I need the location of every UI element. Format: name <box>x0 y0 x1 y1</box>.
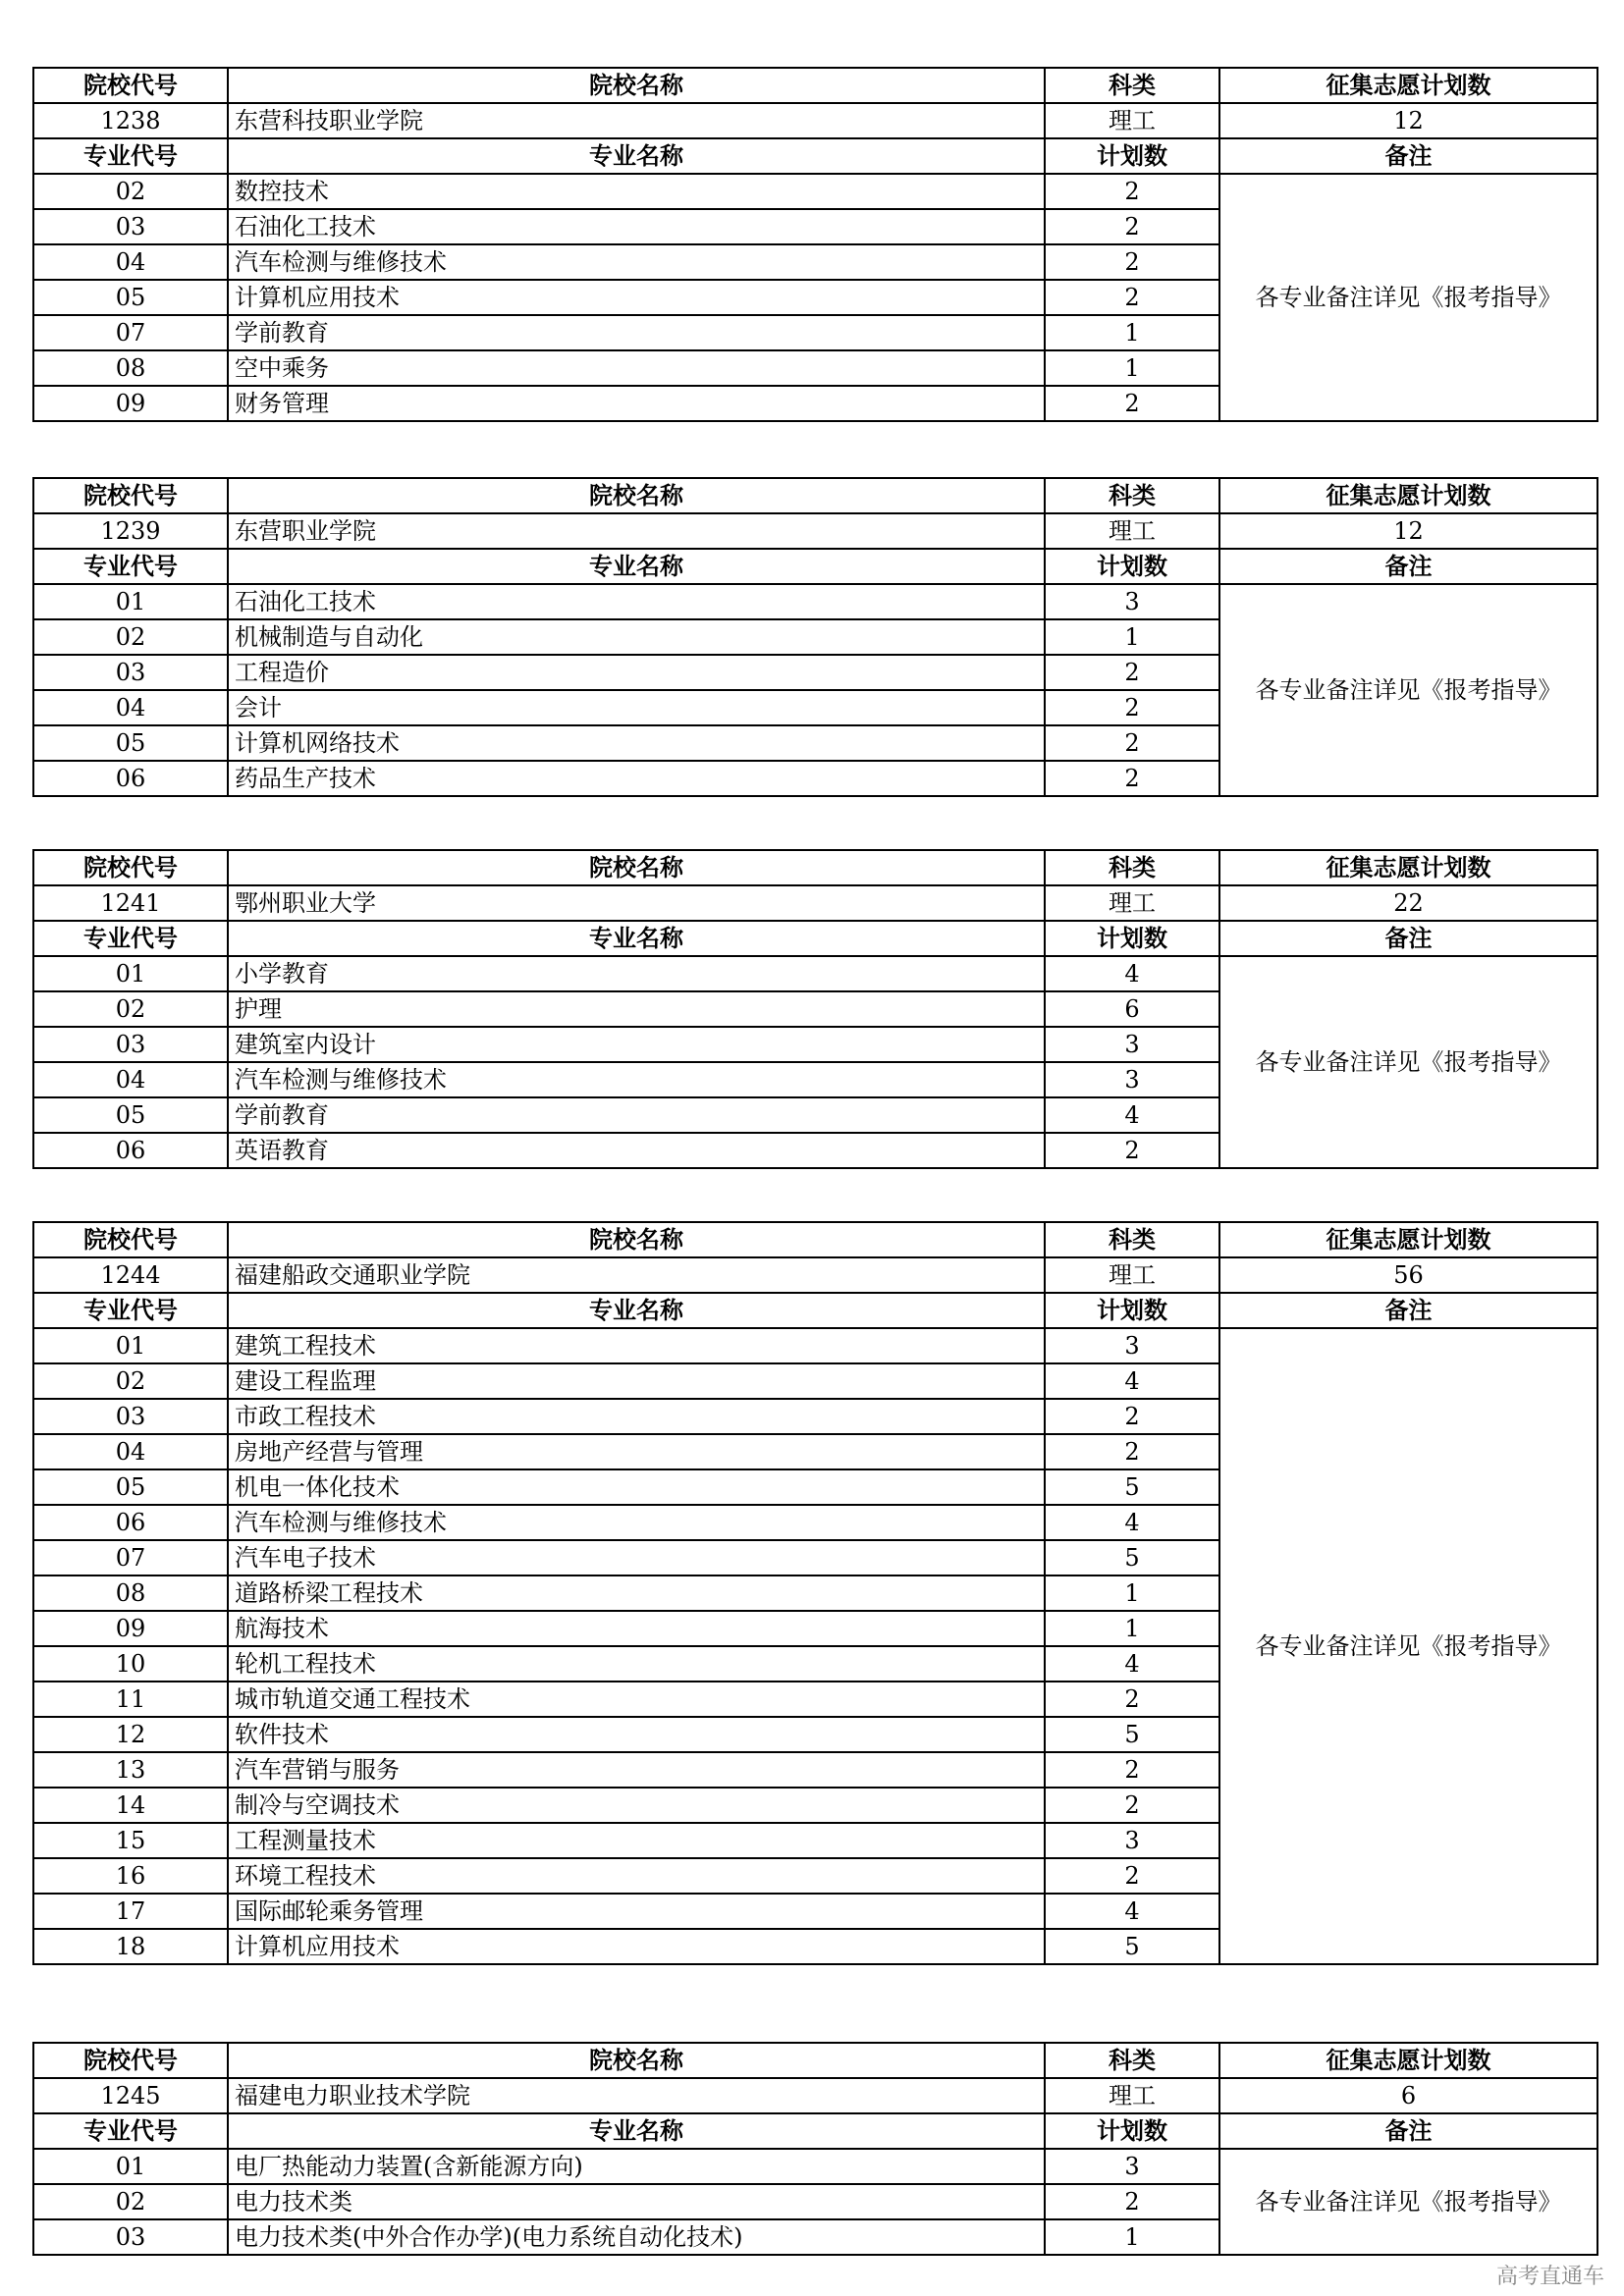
major-code: 04 <box>33 690 228 725</box>
major-name-header: 专业名称 <box>228 549 1045 584</box>
major-code: 02 <box>33 2184 228 2219</box>
school-header-row <box>33 2043 1597 2078</box>
category-header: 科类 <box>1045 68 1219 103</box>
major-code: 03 <box>33 2219 228 2255</box>
major-name: 数控技术 <box>228 174 1045 209</box>
school-name-header: 院校名称 <box>228 68 1045 103</box>
major-name: 石油化工技术 <box>228 209 1045 244</box>
major-code: 16 <box>33 1858 228 1894</box>
major-name: 工程造价 <box>228 655 1045 690</box>
major-plan: 4 <box>1045 1894 1219 1929</box>
major-plan: 2 <box>1045 655 1219 690</box>
remark-cell: 各专业备注详见《报考指导》 <box>1219 584 1597 796</box>
major-plan: 3 <box>1045 584 1219 619</box>
major-row <box>33 584 1597 619</box>
school-name: 东营职业学院 <box>228 513 1045 549</box>
major-name-header: 专业名称 <box>228 2113 1045 2149</box>
major-plan: 2 <box>1045 1858 1219 1894</box>
major-plan: 2 <box>1045 725 1219 761</box>
major-name: 建筑工程技术 <box>228 1328 1045 1363</box>
major-code-header: 专业代号 <box>33 2113 228 2149</box>
school-header-row <box>33 68 1597 103</box>
school-info-row <box>33 2078 1597 2113</box>
category: 理工 <box>1045 1257 1219 1293</box>
major-plan: 5 <box>1045 1929 1219 1964</box>
plan-total: 56 <box>1219 1257 1597 1293</box>
school-code: 1238 <box>33 103 228 138</box>
major-code: 15 <box>33 1823 228 1858</box>
major-code: 05 <box>33 725 228 761</box>
major-plan: 4 <box>1045 956 1219 991</box>
major-name: 电力技术类 <box>228 2184 1045 2219</box>
major-header-row <box>33 549 1597 584</box>
major-code: 03 <box>33 655 228 690</box>
major-plan: 2 <box>1045 1434 1219 1469</box>
major-plan: 2 <box>1045 2184 1219 2219</box>
major-plan: 4 <box>1045 1505 1219 1540</box>
major-name-header: 专业名称 <box>228 921 1045 956</box>
major-name: 汽车电子技术 <box>228 1540 1045 1575</box>
major-name: 计算机应用技术 <box>228 1929 1045 1964</box>
major-code: 09 <box>33 386 228 421</box>
major-code: 11 <box>33 1682 228 1717</box>
major-name: 制冷与空调技术 <box>228 1788 1045 1823</box>
school-code: 1244 <box>33 1257 228 1293</box>
major-plan: 2 <box>1045 280 1219 315</box>
category-header: 科类 <box>1045 478 1219 513</box>
major-header-row <box>33 921 1597 956</box>
school-code-header: 院校代号 <box>33 68 228 103</box>
major-plan: 3 <box>1045 1027 1219 1062</box>
school-name-header: 院校名称 <box>228 478 1045 513</box>
major-plan: 6 <box>1045 991 1219 1027</box>
major-plan: 2 <box>1045 761 1219 796</box>
major-code: 01 <box>33 584 228 619</box>
major-name: 汽车营销与服务 <box>228 1752 1045 1788</box>
major-code: 05 <box>33 280 228 315</box>
school-code: 1241 <box>33 885 228 921</box>
category: 理工 <box>1045 2078 1219 2113</box>
school-table <box>32 477 1598 797</box>
remark-cell: 各专业备注详见《报考指导》 <box>1219 1328 1597 1964</box>
plan-header: 计划数 <box>1045 1293 1219 1328</box>
major-name: 机械制造与自动化 <box>228 619 1045 655</box>
major-row <box>33 956 1597 991</box>
school-code: 1239 <box>33 513 228 549</box>
school-code-header: 院校代号 <box>33 1222 228 1257</box>
major-plan: 4 <box>1045 1363 1219 1399</box>
school-name: 福建电力职业技术学院 <box>228 2078 1045 2113</box>
major-code: 18 <box>33 1929 228 1964</box>
major-code: 04 <box>33 244 228 280</box>
major-code: 05 <box>33 1469 228 1505</box>
major-row <box>33 174 1597 209</box>
major-plan: 2 <box>1045 1788 1219 1823</box>
major-code: 02 <box>33 619 228 655</box>
major-name: 机电一体化技术 <box>228 1469 1045 1505</box>
major-name: 电力技术类(中外合作办学)(电力系统自动化技术) <box>228 2219 1045 2255</box>
school-code-header: 院校代号 <box>33 850 228 885</box>
plan-total-header: 征集志愿计划数 <box>1219 68 1597 103</box>
major-row <box>33 1328 1597 1363</box>
major-header-row <box>33 1293 1597 1328</box>
category: 理工 <box>1045 103 1219 138</box>
major-name: 计算机应用技术 <box>228 280 1045 315</box>
major-name: 房地产经营与管理 <box>228 1434 1045 1469</box>
school-info-row <box>33 513 1597 549</box>
major-name: 建设工程监理 <box>228 1363 1045 1399</box>
school-table <box>32 1221 1598 1965</box>
remark-cell: 各专业备注详见《报考指导》 <box>1219 956 1597 1168</box>
major-plan: 2 <box>1045 1752 1219 1788</box>
major-code: 01 <box>33 2149 228 2184</box>
major-row <box>33 2149 1597 2184</box>
remark-header: 备注 <box>1219 1293 1597 1328</box>
major-name: 学前教育 <box>228 315 1045 350</box>
school-name: 鄂州职业大学 <box>228 885 1045 921</box>
major-name: 国际邮轮乘务管理 <box>228 1894 1045 1929</box>
major-plan: 5 <box>1045 1717 1219 1752</box>
major-name: 汽车检测与维修技术 <box>228 1505 1045 1540</box>
school-info-row <box>33 1257 1597 1293</box>
category: 理工 <box>1045 885 1219 921</box>
major-code: 14 <box>33 1788 228 1823</box>
remark-cell: 各专业备注详见《报考指导》 <box>1219 2149 1597 2255</box>
major-name: 空中乘务 <box>228 350 1045 386</box>
school-code-header: 院校代号 <box>33 2043 228 2078</box>
major-code: 09 <box>33 1611 228 1646</box>
school-code: 1245 <box>33 2078 228 2113</box>
major-name: 财务管理 <box>228 386 1045 421</box>
remark-header: 备注 <box>1219 2113 1597 2149</box>
major-code: 06 <box>33 1505 228 1540</box>
major-code: 02 <box>33 174 228 209</box>
major-name-header: 专业名称 <box>228 138 1045 174</box>
remark-header: 备注 <box>1219 921 1597 956</box>
major-name: 软件技术 <box>228 1717 1045 1752</box>
major-name: 学前教育 <box>228 1097 1045 1133</box>
school-info-row <box>33 103 1597 138</box>
remark-header: 备注 <box>1219 549 1597 584</box>
major-plan: 2 <box>1045 244 1219 280</box>
major-plan: 4 <box>1045 1646 1219 1682</box>
major-code-header: 专业代号 <box>33 138 228 174</box>
major-name: 市政工程技术 <box>228 1399 1045 1434</box>
major-name: 石油化工技术 <box>228 584 1045 619</box>
major-code: 08 <box>33 350 228 386</box>
major-plan: 4 <box>1045 1097 1219 1133</box>
major-code: 01 <box>33 956 228 991</box>
remark-cell: 各专业备注详见《报考指导》 <box>1219 174 1597 421</box>
school-code-header: 院校代号 <box>33 478 228 513</box>
major-name: 护理 <box>228 991 1045 1027</box>
major-plan: 3 <box>1045 1823 1219 1858</box>
major-code: 05 <box>33 1097 228 1133</box>
major-header-row <box>33 2113 1597 2149</box>
major-code: 03 <box>33 1027 228 1062</box>
plan-total: 12 <box>1219 103 1597 138</box>
major-name: 会计 <box>228 690 1045 725</box>
major-header-row <box>33 138 1597 174</box>
major-plan: 5 <box>1045 1469 1219 1505</box>
major-code: 07 <box>33 315 228 350</box>
major-code: 02 <box>33 991 228 1027</box>
major-plan: 2 <box>1045 690 1219 725</box>
school-info-row <box>33 885 1597 921</box>
major-name: 道路桥梁工程技术 <box>228 1575 1045 1611</box>
major-code: 17 <box>33 1894 228 1929</box>
remark-header: 备注 <box>1219 138 1597 174</box>
school-table <box>32 2042 1598 2256</box>
major-name: 汽车检测与维修技术 <box>228 1062 1045 1097</box>
major-plan: 1 <box>1045 350 1219 386</box>
major-name: 小学教育 <box>228 956 1045 991</box>
major-plan: 1 <box>1045 315 1219 350</box>
school-header-row <box>33 850 1597 885</box>
major-plan: 1 <box>1045 1611 1219 1646</box>
major-code: 03 <box>33 209 228 244</box>
major-name: 电厂热能动力装置(含新能源方向) <box>228 2149 1045 2184</box>
major-code: 07 <box>33 1540 228 1575</box>
major-name: 轮机工程技术 <box>228 1646 1045 1682</box>
school-header-row <box>33 1222 1597 1257</box>
major-name: 汽车检测与维修技术 <box>228 244 1045 280</box>
major-code: 04 <box>33 1062 228 1097</box>
major-code: 12 <box>33 1717 228 1752</box>
category-header: 科类 <box>1045 1222 1219 1257</box>
major-code: 06 <box>33 761 228 796</box>
major-plan: 3 <box>1045 2149 1219 2184</box>
major-code: 04 <box>33 1434 228 1469</box>
major-code: 02 <box>33 1363 228 1399</box>
major-plan: 1 <box>1045 2219 1219 2255</box>
major-plan: 2 <box>1045 1133 1219 1168</box>
category-header: 科类 <box>1045 2043 1219 2078</box>
plan-total-header: 征集志愿计划数 <box>1219 2043 1597 2078</box>
major-plan: 2 <box>1045 1682 1219 1717</box>
major-plan: 3 <box>1045 1328 1219 1363</box>
plan-total: 6 <box>1219 2078 1597 2113</box>
school-table <box>32 67 1598 422</box>
plan-header: 计划数 <box>1045 138 1219 174</box>
school-header-row <box>33 478 1597 513</box>
major-code: 01 <box>33 1328 228 1363</box>
major-name: 城市轨道交通工程技术 <box>228 1682 1045 1717</box>
major-code-header: 专业代号 <box>33 921 228 956</box>
major-code: 13 <box>33 1752 228 1788</box>
plan-total-header: 征集志愿计划数 <box>1219 1222 1597 1257</box>
major-code: 08 <box>33 1575 228 1611</box>
school-name-header: 院校名称 <box>228 850 1045 885</box>
major-name: 航海技术 <box>228 1611 1045 1646</box>
major-plan: 1 <box>1045 619 1219 655</box>
major-plan: 2 <box>1045 386 1219 421</box>
major-name: 建筑室内设计 <box>228 1027 1045 1062</box>
major-plan: 3 <box>1045 1062 1219 1097</box>
major-code: 03 <box>33 1399 228 1434</box>
major-code: 10 <box>33 1646 228 1682</box>
category-header: 科类 <box>1045 850 1219 885</box>
major-name: 药品生产技术 <box>228 761 1045 796</box>
category: 理工 <box>1045 513 1219 549</box>
plan-total: 22 <box>1219 885 1597 921</box>
plan-header: 计划数 <box>1045 549 1219 584</box>
plan-header: 计划数 <box>1045 921 1219 956</box>
major-plan: 2 <box>1045 209 1219 244</box>
plan-total-header: 征集志愿计划数 <box>1219 850 1597 885</box>
school-name-header: 院校名称 <box>228 2043 1045 2078</box>
major-plan: 2 <box>1045 174 1219 209</box>
school-table <box>32 849 1598 1169</box>
major-name: 计算机网络技术 <box>228 725 1045 761</box>
major-plan: 2 <box>1045 1399 1219 1434</box>
school-name-header: 院校名称 <box>228 1222 1045 1257</box>
major-code-header: 专业代号 <box>33 549 228 584</box>
major-name: 英语教育 <box>228 1133 1045 1168</box>
major-name-header: 专业名称 <box>228 1293 1045 1328</box>
plan-total-header: 征集志愿计划数 <box>1219 478 1597 513</box>
major-name: 环境工程技术 <box>228 1858 1045 1894</box>
major-plan: 1 <box>1045 1575 1219 1611</box>
major-name: 工程测量技术 <box>228 1823 1045 1858</box>
major-plan: 5 <box>1045 1540 1219 1575</box>
school-name: 福建船政交通职业学院 <box>228 1257 1045 1293</box>
major-code-header: 专业代号 <box>33 1293 228 1328</box>
watermark: 高考直通车 <box>1495 2265 1604 2289</box>
school-name: 东营科技职业学院 <box>228 103 1045 138</box>
plan-header: 计划数 <box>1045 2113 1219 2149</box>
major-code: 06 <box>33 1133 228 1168</box>
plan-total: 12 <box>1219 513 1597 549</box>
